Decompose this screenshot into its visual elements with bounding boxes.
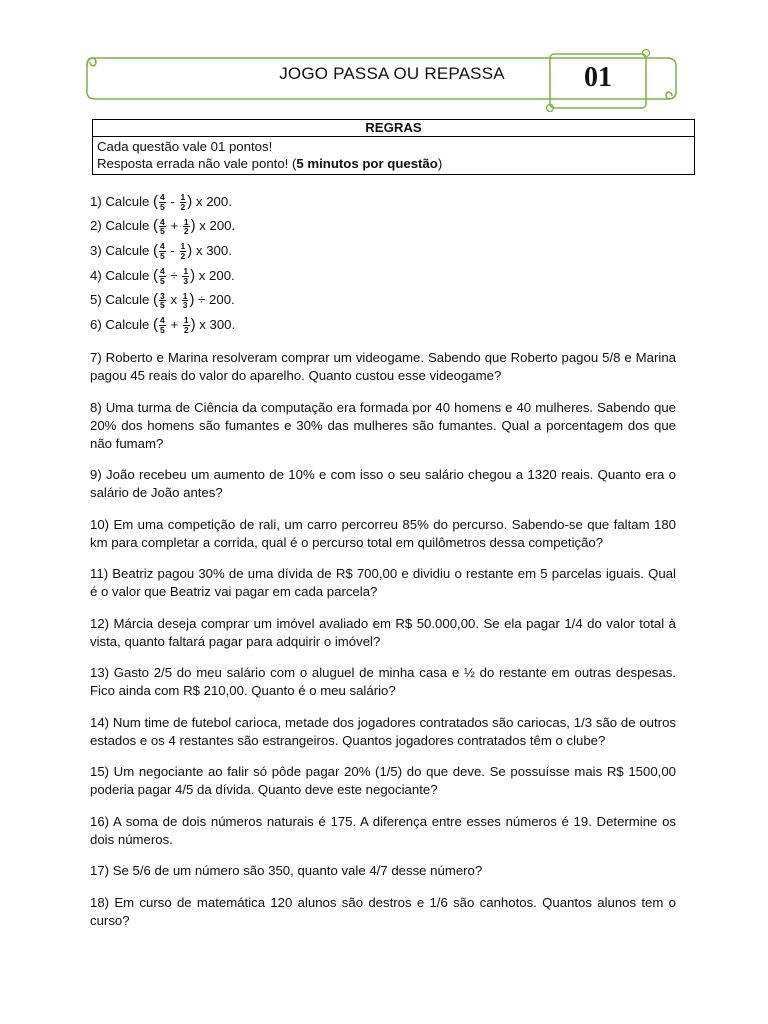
game-number: 01 bbox=[584, 62, 612, 93]
calc-item: 1) Calcule ( $\frac{4}{5}$ - $\frac{1}{2}$ ) x 200. bbox=[90, 192, 232, 212]
fraction: $\frac{4}{5}$ bbox=[160, 266, 165, 286]
fraction: $\frac{1}{2}$ bbox=[180, 192, 186, 212]
fraction: $\frac{1}{2}$ bbox=[183, 315, 189, 335]
calc-label: 2) Calcule bbox=[90, 218, 150, 234]
rules-box bbox=[92, 119, 695, 175]
fraction: $\frac{1}{3}$ bbox=[183, 266, 189, 286]
rules-body bbox=[93, 137, 694, 174]
question-item: 11) Beatriz pagou 30% de uma dívida de R$ 700,00 e dividiu o restante em 5 parcelas iguais. Qual é o valor que Beatriz vai pagar em cada parcela? bbox=[90, 566, 676, 599]
question-item: 13) Gasto 2/5 do meu salário com o aluguel de minha casa e ½ do restante em outras despesas. Fico ainda com R$ 210,00. Quanto é o meu salário? bbox=[90, 665, 676, 698]
question-item: 7) Roberto e Marina resolveram comprar um videogame. Sabendo que Roberto pagou 5/8 e Marina pagou 45 reais do valor do aparelho. Quanto custou esse videogame? bbox=[90, 350, 676, 383]
question-item: 14) Num time de futebol carioca, metade dos jogadores contratados são cariocas, 1/3 são de outros estados e os 4 restantes são estrangeiros. Quantos jogadores contratados têm o clube? bbox=[90, 714, 676, 748]
question-list bbox=[90, 349, 676, 943]
calc-label: 3) Calcule bbox=[90, 242, 150, 258]
rules-line-2-pre: Resposta errada não vale ponto! ( bbox=[97, 156, 297, 171]
calc-item: 2) Calcule ( $\frac{4}{5}$ + $\frac{1}{2}$ ) x 200. bbox=[90, 216, 236, 237]
fraction: $\frac{3}{5}$ bbox=[160, 290, 165, 311]
calc-item: 4) Calcule ( $\frac{4}{5}$ ÷ $\frac{1}{3}$ ) x 200. bbox=[90, 266, 235, 286]
question-item: 16) A soma de dois números naturais é 175. A diferença entre esses números é 19. Determine os dois números. bbox=[90, 813, 676, 847]
calc-item: 5) Calcule ( $\frac{3}{5}$ x $\frac{1}{3}$ ) ÷ 200. bbox=[90, 290, 235, 311]
fraction: $\frac{1}{3}$ bbox=[182, 290, 188, 311]
question-item: 10) Em uma competição de rali, um carro percorreu 85% do percurso. Sabendo-se que faltam 180 km para completar a corrida, qual é o percurso total em quilômetros dessa competição? bbox=[90, 516, 676, 550]
rules-line-1: Cada questão vale 01 pontos! bbox=[97, 139, 273, 154]
question-item: 8) Uma turma de Ciência da computação era formada por 40 homens e 40 mulheres. Sabendo que 20% dos homens são fumantes e 30% das mulheres são fumantes. Qual a porcentagem dos que não fumam? bbox=[90, 399, 676, 451]
fraction: $\frac{4}{5}$ bbox=[160, 216, 165, 237]
fraction-exercises bbox=[90, 189, 390, 337]
fraction: $\frac{4}{5}$ bbox=[160, 315, 165, 335]
calc-label: 6) Calcule bbox=[90, 316, 150, 332]
question-item: 18) Em curso de matemática 120 alunos são destros e 1/6 são canhotos. Quantos alunos tem o curso? bbox=[90, 894, 676, 928]
question-item: 12) Márcia deseja comprar um imóvel avaliado em R$ 50.000,00. Se ela pagar 1/4 do valor total à vista, quanto faltará pagar para adquirir o imóvel? bbox=[90, 615, 676, 649]
game-number-box bbox=[544, 48, 654, 112]
rules-line-2 bbox=[97, 155, 690, 172]
question-item: 9) João recebeu um aumento de 10% e com isso o seu salário chegou a 1320 reais. Quanto era o salário de João antes? bbox=[90, 467, 676, 500]
rules-heading: REGRAS bbox=[93, 120, 694, 137]
question-item: 15) Um negociante ao falir só pôde pagar 20% (1/5) do que deve. Se possuísse mais R$ 1500,00 poderia pagar 4/5 da dívida. Quanto deve este negociante? bbox=[90, 764, 676, 797]
calc-item: 3) Calcule ( $\frac{4}{5}$ - $\frac{1}{2}$ ) x 300. bbox=[90, 241, 232, 261]
calc-item: 6) Calcule ( $\frac{4}{5}$ + $\frac{1}{2}$ ) x 300. bbox=[90, 315, 236, 335]
calc-label: 4) Calcule bbox=[90, 267, 150, 283]
calc-label: 1) Calcule bbox=[90, 193, 150, 209]
calc-label: 5) Calcule bbox=[90, 292, 150, 308]
fraction: $\frac{4}{5}$ bbox=[160, 192, 165, 212]
rules-line-2-post: ) bbox=[437, 156, 443, 171]
question-item: 17) Se 5/6 de um número são 350, quanto vale 4/7 desse número? bbox=[90, 863, 483, 878]
page-title: JOGO PASSA OU REPASSA bbox=[279, 64, 505, 83]
fraction: $\frac{4}{5}$ bbox=[160, 241, 165, 261]
rules-line-2-bold: 5 minutos por questão bbox=[296, 156, 438, 171]
fraction: $\frac{1}{2}$ bbox=[180, 241, 186, 261]
fraction: $\frac{1}{2}$ bbox=[183, 216, 189, 237]
